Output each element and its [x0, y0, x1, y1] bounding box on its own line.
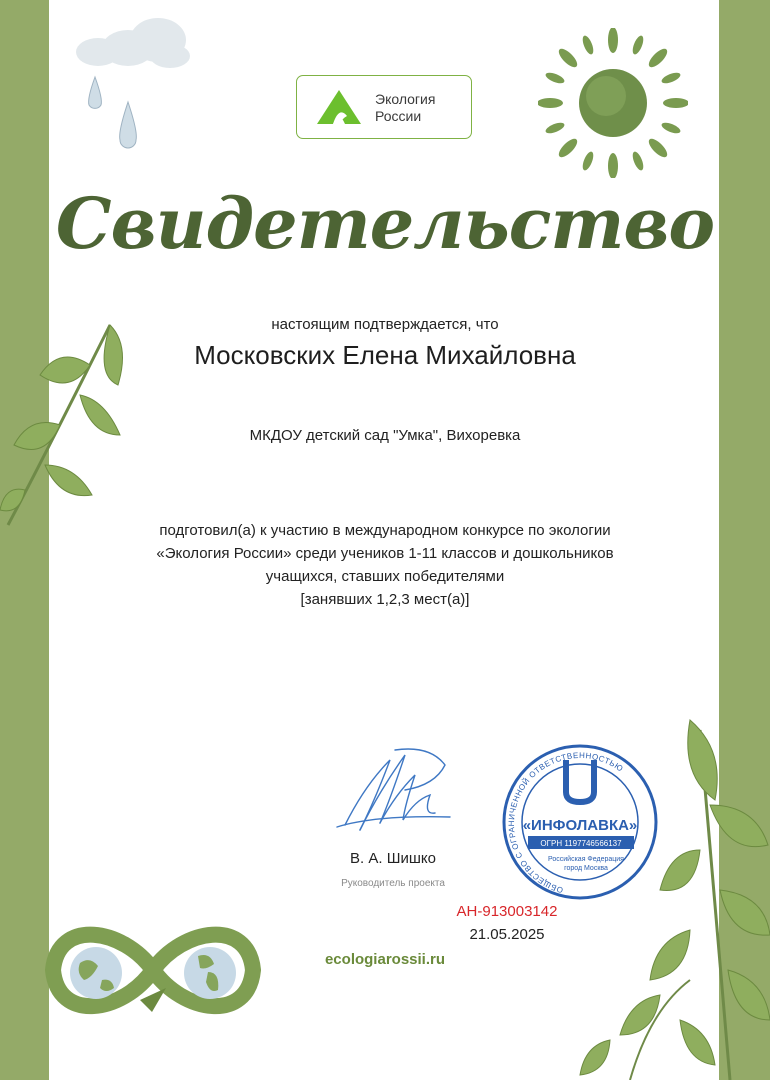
water-drop-icon: [116, 100, 140, 150]
water-drop-icon: [85, 75, 105, 113]
certificate-title: Свидетельство: [55, 182, 715, 265]
signer-name: В. А. Шишко: [350, 850, 436, 867]
stamp-country: Российская Федерация: [548, 856, 624, 863]
document-id: АН-913003142: [456, 903, 558, 920]
company-stamp: [498, 740, 663, 900]
stamp-city: город Москва: [564, 865, 608, 872]
confirm-text: настоящим подтверждается, что: [271, 316, 499, 333]
stamp-ring-text: ОБЩЕСТВО С ОГРАНИЧЕННОЙ ОТВЕТСТВЕННОСТЬЮ: [507, 750, 625, 895]
cloud-icon: [58, 8, 193, 88]
logo-text: Экология России: [375, 91, 436, 124]
award-description: [100, 519, 670, 611]
description-line: «Экология России» среди учеников 1-11 классов и дошкольников: [156, 545, 614, 562]
leaf-logo-icon: [315, 88, 363, 126]
stamp-ogrn: ОГРН 1197746566137: [540, 839, 622, 848]
website-link[interactable]: ecologiarossii.ru: [324, 951, 446, 968]
signature-image: [335, 745, 455, 840]
recipient-name: Московских Елена Михайловна: [194, 340, 576, 370]
globe-icon: [184, 947, 236, 999]
signer-role: Руководитель проекта: [341, 878, 445, 889]
stamp-company: «ИНФОЛАВКА»: [522, 817, 638, 834]
organization-name: МКДОУ детский сад "Умка", Вихоревка: [249, 427, 521, 444]
description-line: [занявших 1,2,3 мест(а)]: [300, 591, 470, 608]
sun-icon: [538, 28, 688, 178]
description-line: подготовил(а) к участию в международном конкурсе по экологии: [159, 522, 611, 539]
eco-infinity-icon: [28, 908, 278, 1033]
document-date: 21.05.2025: [469, 926, 545, 943]
globe-icon: [70, 947, 122, 999]
description-line: учащихся, ставших победителями: [265, 568, 505, 585]
ecology-russia-logo: [296, 75, 472, 139]
